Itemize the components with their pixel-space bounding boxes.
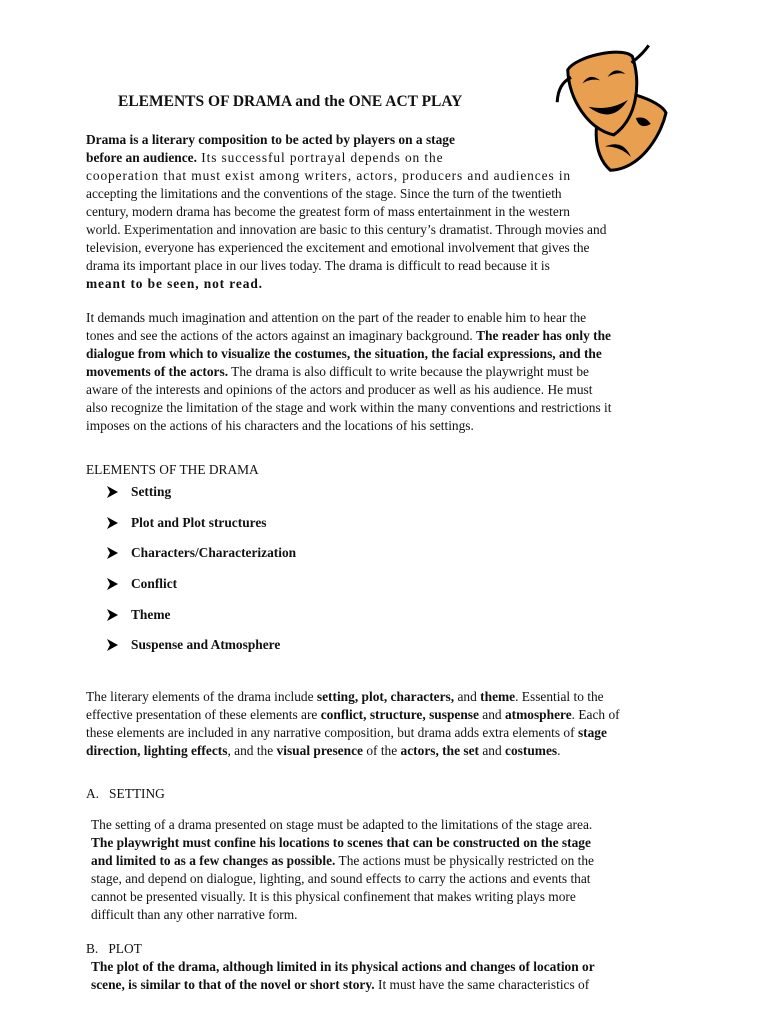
list-item: Characters/Characterization	[107, 544, 296, 575]
plot-heading: B. PLOT	[86, 941, 142, 956]
setting-heading: A. SETTING	[86, 786, 165, 801]
arrowhead-bullet-icon	[107, 486, 118, 498]
arrowhead-bullet-icon	[107, 547, 118, 559]
list-item: Setting	[107, 483, 296, 514]
plot-paragraph: The plot of the drama, although limited in its physical actions and changes of location or scene, is similar to that of the novel or short story. It must have the same characteristics of	[91, 959, 595, 992]
elements-heading: ELEMENTS OF THE DRAMA	[86, 462, 259, 477]
literary-elements-paragraph: The literary elements of the drama include setting, plot, characters, and theme. Essential to the effective presentation of these elements are conflict, structure, suspense and atmosphere. Each of these elements are included in any narrative composition, but drama adds extra elements of stage direction, lighting effects, and the visual presence of the actors, the set and costumes.	[86, 689, 620, 758]
reading-paragraph: It demands much imagination and attention on the part of the reader to enable him to hear the tones and see the actions of the actors against an imaginary background. The reader has only the dialogue from which to visualize the costumes, the situation, the facial expressions, and the movements of the actors. The drama is also difficult to write because the playwright must be aware of the interests and opinions of the actors and producer as well as his audience. He must also recognize the limitation of the stage and work within the many conventions and restrictions it imposes on the actions of his characters and the locations of his settings.	[86, 310, 612, 433]
list-item: Suspense and Atmosphere	[107, 636, 296, 667]
elements-list	[107, 483, 296, 667]
arrowhead-bullet-icon	[107, 578, 118, 590]
page-title: ELEMENTS OF DRAMA and the ONE ACT PLAY	[118, 93, 463, 110]
list-item: Theme	[107, 606, 296, 637]
list-item: Conflict	[107, 575, 296, 606]
list-item: Plot and Plot structures	[107, 514, 296, 545]
arrowhead-bullet-icon	[107, 517, 118, 529]
intro-paragraph: Drama is a literary composition to be acted by players on a stage before an audience. Its successful portrayal depends on the cooperation that must exist among writers, actors, producers and audiences in accepting the limitations and the conventions of the stage. Since the turn of the twentieth century, modern drama has become the greatest form of mass entertainment in the western world. Experimentation and innovation are basic to this century’s dramatist. Through movies and television, everyone has experienced the excitement and emotional involvement that gives the drama its important place in our lives today. The drama is difficult to read because it is meant to be seen, not read.	[86, 132, 607, 291]
setting-paragraph: The setting of a drama presented on stage must be adapted to the limitations of the stage area. The playwright must confine his locations to scenes that can be constructed on the stage and limited to as a few changes as possible. The actions must be physically restricted on the stage, and depend on dialogue, lighting, and sound effects to carry the actions and events that cannot be presented visually. It is this physical confinement that makes writing plays more difficult than any other narrative form.	[91, 817, 594, 922]
arrowhead-bullet-icon	[107, 639, 118, 651]
arrowhead-bullet-icon	[107, 609, 118, 621]
